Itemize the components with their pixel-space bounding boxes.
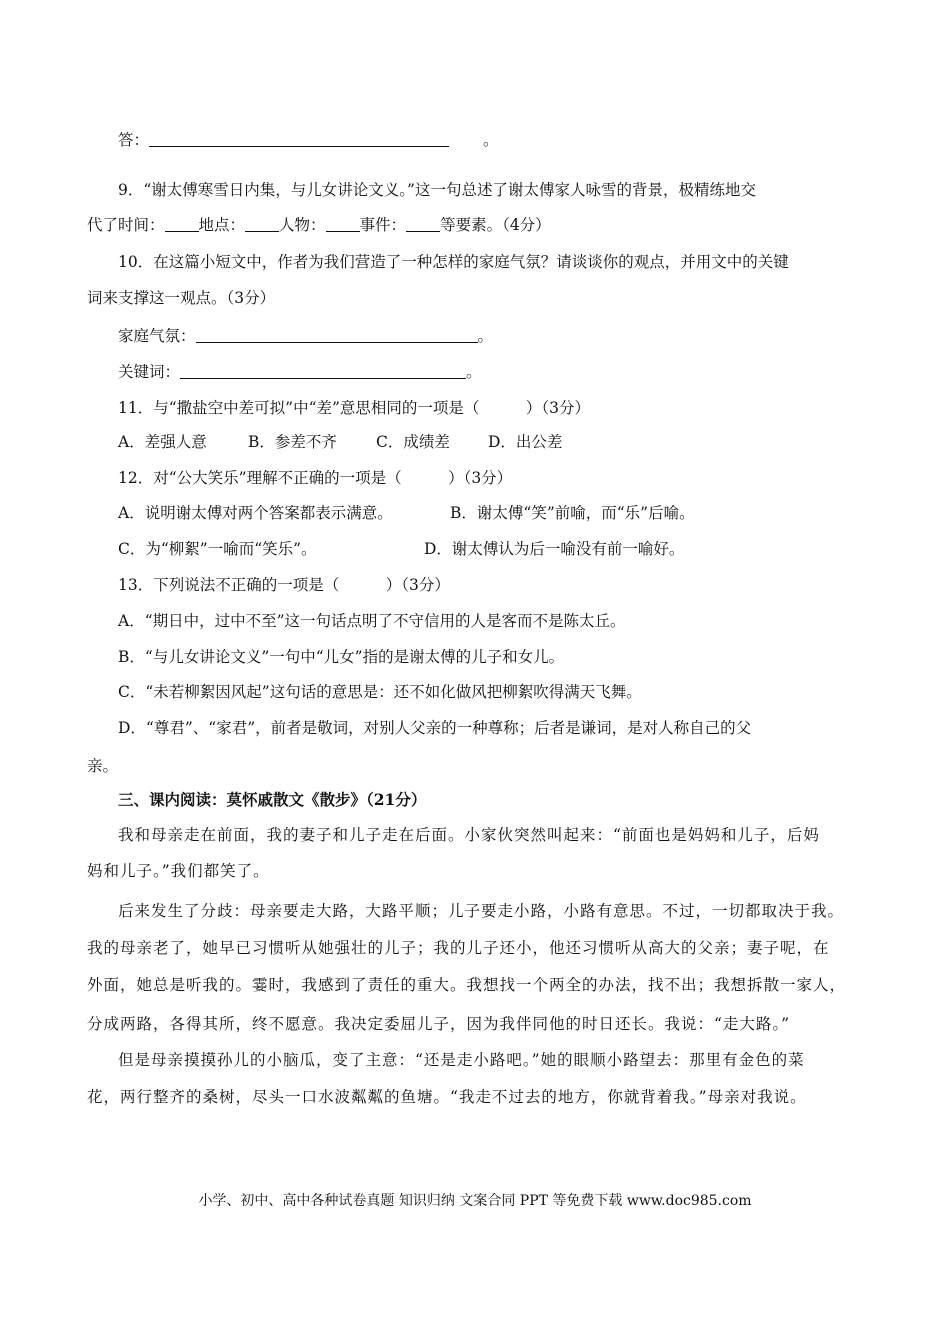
q9-line1: 9．“谢太傅寒雪日内集，与儿女讲论文义。”这一句总述了谢太傅家人咏雪的背景，极精练地交 [118,181,756,199]
q12-option-b[interactable]: B．谢太傅“笑”前喻，而“乐”后喻。 [450,504,695,522]
q9-line2 [87,215,950,235]
q9-place-label: 地点： [198,216,246,234]
section3-para3-line1: 但是母亲摸摸孙儿的小脑瓜，变了主意：“还是走小路吧。”她的眼顺小路望去：那里有金色的菜 [118,1051,805,1069]
q9-suffix: 等要素。（4分） [440,216,551,234]
q10-keywords-label: 关键词： [118,363,181,381]
q12-option-c[interactable]: C．为“柳絮”一喻而“笑乐”。 [118,540,317,558]
q10-atmosphere-end: 。 [477,327,494,345]
q13-option-d-line2: 亲。 [87,757,119,775]
q10-keywords-end: 。 [466,363,482,381]
q12-stem: 12．对“公大笑乐”理解不正确的一项是（ ）（3分） [118,469,513,487]
q13-stem: 13．下列说法不正确的一项是（ ）（3分） [118,576,450,594]
q11-option-d[interactable]: D．出公差 [488,433,563,451]
q10-keywords-line [118,362,950,382]
q12-option-a[interactable]: A．说明谢太傅对两个答案都表示满意。 [118,504,393,522]
page-footer: 小学、初中、高中各种试卷真题 知识归纳 文案合同 PPT 等免费下载 www.doc985.com [198,1193,752,1209]
q11-stem: 11．与“撒盐空中差可拟”中“差”意思相同的一项是（ ）（3分） [118,399,591,417]
q10-atmosphere-blank[interactable] [196,326,478,343]
q8-answer-blank[interactable] [149,130,449,147]
q12-option-d[interactable]: D．谢太傅认为后一喻没有前一喻好。 [424,540,685,558]
q13-option-c[interactable]: C．“未若柳絮因风起”这句话的意思是：还不如化做风把柳絮吹得满天飞舞。 [118,683,642,701]
q10-keywords-blank[interactable] [180,362,466,379]
q8-answer-line [118,130,950,150]
q9-people-blank[interactable] [326,215,360,232]
q11-options [118,432,950,452]
q9-place-blank[interactable] [245,215,279,232]
q9-people-label: 人物： [279,216,326,234]
q12-options-cd [118,539,950,559]
q11-option-a[interactable]: A．差强人意 [118,433,207,451]
q10-line1: 10．在这篇小短文中，作者为我们营造了一种怎样的家庭气氛？请谈谈你的观点，并用文中的关键 [118,253,789,271]
q11-option-c[interactable]: C．成绩差 [376,433,450,451]
section3-para2-line3: 外面，她总是听我的。霎时，我感到了责任的重大。我想找一个两全的办法，找不出；我想拆散一家人， [87,976,847,994]
q9-event-label: 事件： [359,216,407,234]
q8-answer-suffix: 。 [483,131,499,149]
q13-option-b[interactable]: B．“与儿女讲论文义”一句中“儿女”指的是谢太傅的儿子和女儿。 [118,648,565,666]
section3-para1-line1: 我和母亲走在前面，我的妻子和儿子走在后面。小家伙突然叫起来：“前面也是妈妈和儿子，后妈 [118,826,820,844]
q12-options-ab [118,503,950,523]
section3-para2-line4: 分成两路，各得其所，终不愿意。我决定委屈儿子，因为我伴同他的时日还长。我说：“走大路。” [87,1015,791,1033]
q10-atmosphere-label: 家庭气氛： [118,327,196,345]
section3-heading: 三、课内阅读：莫怀戚散文《散步》（21分） [118,790,427,809]
section3-para1-line2: 妈和儿子。”我们都笑了。 [87,862,270,880]
q8-answer-prefix: 答： [118,131,150,149]
section3-para2-line2: 我的母亲老了，她早已习惯听从她强壮的儿子；我的儿子还小，他还习惯听从高大的父亲；妻子呢，在 [87,939,830,957]
q9-time-label: 代了时间： [87,216,165,234]
q9-event-blank[interactable] [406,215,440,232]
q11-option-b[interactable]: B．参差不齐 [248,433,337,451]
q10-line2: 词来支撑这一观点。（3分） [87,289,276,307]
q13-option-a[interactable]: A．“期日中，过中不至”这一句话点明了不守信用的人是客而不是陈太丘。 [118,612,626,630]
section3-para2-line1: 后来发生了分歧：母亲要走大路，大路平顺；儿子要走小路，小路有意思。不过，一切都取决于我。 [118,902,845,920]
q13-option-d-line1[interactable]: D．“尊君”、“家君”，前者是敬词，对别人父亲的一种尊称；后者是谦词，是对人称自己的父 [118,719,752,737]
q10-atmosphere-line [118,326,950,346]
q9-time-blank[interactable] [165,215,199,232]
section3-para3-line2: 花，两行整齐的桑树，尽头一口水波粼粼的鱼塘。“我走不过去的地方，你就背着我。”母亲对我说。 [87,1088,807,1106]
